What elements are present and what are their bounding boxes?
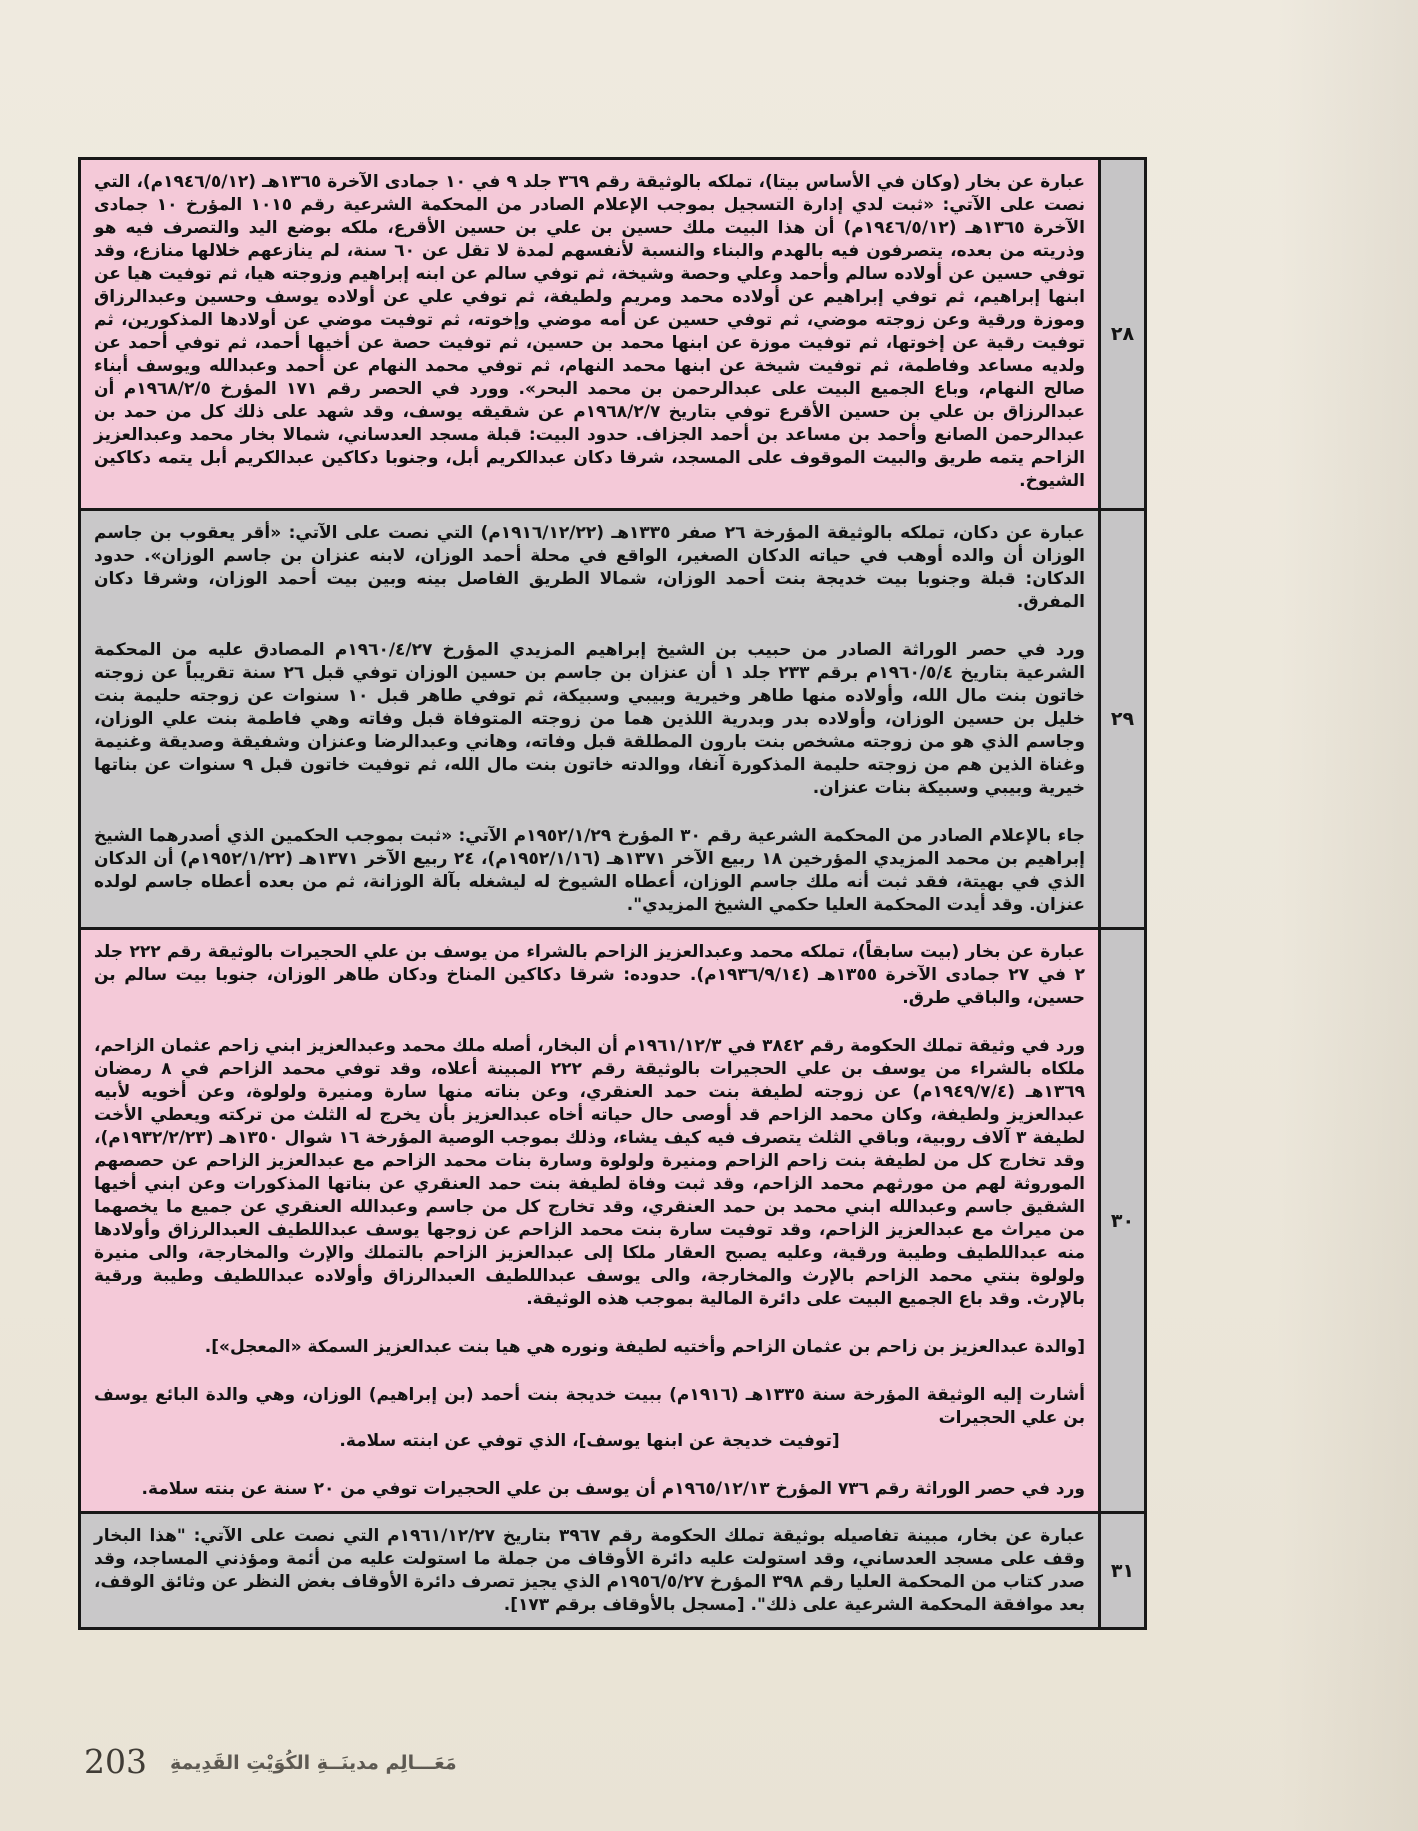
table-row: [81, 508, 1144, 927]
row-paragraph: أشارت إليه الوثيقة المؤرخة سنة ١٣٣٥هـ (١٩١٦م) ببيت خديجة بنت أحمد (بن إبراهيم) الوزان، وهي والدة البائع يوسف بن علي الحجيرات: [94, 1385, 1085, 1428]
row-paragraph: عبارة عن بخار (وكان في الأساس بيتا)، تملكه بالوثيقة رقم ٣٦٩ جلد ٩ في ١٠ جمادى الآخرة ١٣٦٥هـ (١٩٤٦/٥/١٢م)، التي نصت على الآتي: «ثبت لدي إدارة التسجيل بموجب الإعلام الصادر من المحكمة الشرعية رقم ١٠١٥ المؤرخ ١٠ جمادى الآخرة ١٣٦٥هـ (١٩٤٦/٥/١٢م) أن هذا البيت ملك حسين بن علي بن حسين الأقرع، ملكه بوضع اليد والتصرف فيه هو وذريته من بعده، يتصرفون فيه بالهدم والبناء والنسبة لأنفسهم لمدة لا تقل عن ٦٠ سنة، لم ينازعهم خلالها منازع، وقد توفي حسين عن أولاده سالم وأحمد وعلي وحصة وشيخة، ثم توفي سالم عن ابنه إبراهيم وزوجته هيا، ثم توفيت هيا عن ابنها إبراهيم، ثم توفي إبراهيم عن أولاده محمد ومريم ولطيفة، ثم توفي علي عن أولاده يوسف وحسين وعبدالرزاق وموزة ورقية وعن زوجته موضي، ثم توفي حسين عن أمه موضي وإخوته، ثم توفيت موضي عن أولادها المذكورين، ثم توفيت رقية عن إخوتها، ثم توفيت موزة عن ابنها محمد بن حسين، ثم توفيت حصة عن أخيها أحمد، ثم توفي أحمد عن ولديه مساعد وفاطمة، ثم توفيت شيخة عن ابنها محمد النهام، ثم توفي محمد النهام عن أحمد وعبدالله ويوسف أبناء صالح النهام، وباع الجميع البيت على عبدالرحمن بن محمد البحر». وورد في الحصر رقم ١٧١ المؤرخ ١٩٦٨/٢/٥م أن عبدالرزاق بن علي بن حسين الأقرع توفي بتاريخ ١٩٦٨/٢/٧م عن شقيقه يوسف، وقد شهد على ذلك كل من حمد بن عبدالرحمن الصانع وأحمد بن مساعد بن أحمد الجزاف. حدود البيت: قبلة مسجد العدساني، شمالا بخار محمد وعبدالعزيز الزاحم يتمه طريق والبيت الموقوف على المسجد، شرقا دكان عبدالكريم أبل، وجنوبا دكاكين عبدالكريم أبل يتمه دكاكين الشيوخ.: [94, 172, 1086, 491]
row-content: [81, 160, 1098, 508]
row-paragraph: [والدة عبدالعزيز بن زاحم بن عثمان الزاحم وأختيه لطيفة ونوره هي هيا بنت عبدالعزيز السمكة «المعجل»].: [204, 1337, 1085, 1357]
row-content: [81, 1514, 1098, 1627]
table-row: [81, 927, 1144, 1511]
row-paragraph: ورد في حصر الوراثة رقم ٧٣٦ المؤرخ ١٩٦٥/١٢/١٣م أن يوسف بن علي الحجيرات توفي من ٢٠ سنة عن بنته سلامة.: [141, 1479, 1085, 1499]
row-number: ٢٨: [1098, 160, 1144, 508]
row-paragraph: عبارة عن بخار، مبينة تفاصيله بوثيقة تملك الحكومة رقم ٣٩٦٧ بتاريخ ١٩٦١/١٢/٢٧م التي نصت على الآتي: "هذا البخار وقف على مسجد العدساني، وقد استولت عليه دائرة الأوقاف من جملة ما استولت عليه من أئمة ومؤذني المساجد، وقد صدر كتاب من المحكمة العليا رقم ٣٩٨ المؤرخ ١٩٥٦/٥/٢٧م الذي يجيز تصرف دائرة الأوقاف بغض النظر عن وثائق الوقف، بعد موافقة المحكمة الشرعية على ذلك". [مسجل بالأوقاف برقم ١٧٣].: [94, 1526, 1086, 1615]
row-paragraph: ورد في حصر الوراثة الصادر من حبيب بن الشيخ إبراهيم المزيدي المؤرخ ١٩٦٠/٤/٢٧م المصادق عليه من المحكمة الشرعية بتاريخ ١٩٦٠/٥/٤م برقم ٢٣٣ جلد ١ أن عنزان بن جاسم بن حسين الوزان توفي قبل ٢٦ سنة تقريباً عن زوجته خاتون بنت مال الله، وأولاده منها طاهر وخيرية وبيبي وسبيكة، ثم توفي طاهر قبل ١٠ سنوات عن زوجته حليمة بنت خليل بن حسين الوزان، وأولاده بدر وبدرية اللذين هما من زوجته المتوفاة قبل وفاته وهي فاطمة بنت علي الوزان، وجاسم الذي هو من زوجته مشخص بنت بارون المطلقة قبل وفاته، وهاني وعبدالرضا وعنزان وشفيقة وصديقة وغنيمة وغناة الذين هم من زوجته حليمة المذكورة آنفا، ووالدته خاتون بنت مال الله، ثم توفيت خاتون قبل ٩ سنوات عن بناتها خيرية وبيبي وسبيكة بنات عنزان.: [94, 640, 1086, 798]
page-number: 203: [84, 1742, 147, 1781]
row-paragraph: ورد في وثيقة تملك الحكومة رقم ٣٨٤٢ في ١٩٦١/١٢/٣م أن البخار، أصله ملك محمد وعبدالعزيز ابني زاحم عثمان الزاحم، ملكاه بالشراء من يوسف بن علي الحجيرات بالوثيقة رقم ٢٢٢ المبينة أعلاه، وقد توفي محمد الزاحم في ٨ رمضان ١٣٦٩هـ (١٩٤٩/٧/٤م) عن زوجته لطيفة بنت حمد العنقري، وعن بناته منها سارة ومنيرة ولولوة، وعن أخويه لأبيه عبدالعزيز ولطيفة، وكان محمد الزاحم قد أوصى حال حياته أخاه عبدالعزيز بأن يخرج له الثلث من تركته ويعطي الأخت لطيفة ٣ آلاف روبية، وباقي الثلث يتصرف فيه كيف يشاء، وذلك بموجب الوصية المؤرخة ١٦ شوال ١٣٥٠هـ (١٩٣٢/٢/٢٣م)، وقد تخارج كل من لطيفة بنت زاحم الزاحم ومنيرة ولولوة وسارة بنات محمد الزاحم مع عبدالعزيز الزاحم عن حصصهم الموروثة لهم من مورثهم محمد الزاحم، وقد ثبت وفاة لطيفة بنت حمد العنقري عن بناتها المذكورات وعن ابني أخيها الشقيق جاسم وعبدالله ابني محمد بن حمد العنقري، وقد تخارج كل من جاسم وعبدالله العنقري عن جميع ما يخصهما من ميراث مع عبدالعزيز الزاحم، وقد توفيت سارة بنت محمد الزاحم عن زوجها يوسف عبداللطيف العبدالرزاق وأولادها منه عبداللطيف وطيبة ورقية، وعليه يصبح العقار ملكا إلى عبدالعزيز الزاحم بالتملك والإرث والمخارجة، والى منيرة ولولوة بنتي محمد الزاحم بالإرث والمخارجة، والى يوسف عبداللطيف العبدالرزاق وأولاده عبداللطيف وطيبة ورقية بالإرث. وقد باع الجميع البيت على دائرة المالية بموجب هذه الوثيقة.: [94, 1036, 1086, 1309]
row-paragraph: عبارة عن بخار (بيت سابقاً)، تملكه محمد وعبدالعزيز الزاحم بالشراء من يوسف بن علي الحجيرات بالوثيقة رقم ٢٢٢ جلد ٢ في ٢٧ جمادى الآخرة ١٣٥٥هـ (١٩٣٦/٩/١٤م). حدوده: شرقا دكاكين المناخ ودكان طاهر الوزان، جنوبا بيت سالم بن حسين، والباقي طرق.: [94, 942, 1085, 1008]
table-row: [81, 1511, 1144, 1627]
row-paragraph: جاء بالإعلام الصادر من المحكمة الشرعية رقم ٣٠ المؤرخ ١٩٥٢/١/٢٩م الآتي: «ثبت بموجب الحكمين الذي أصدرهما الشيخ إبراهيم بن محمد المزيدي المؤرخين ١٨ ربيع الآخر ١٣٧١هـ (١٩٥٢/١/١٦م)، ٢٤ ربيع الآخر ١٣٧١هـ (١٩٥٢/١/٢٢م) أن الدكان الذي في بهيتة، فقد ثبت أنه ملك جاسم الوزان، أعطاه الشيوخ له ليشغله بآلة الوزانة، ثم من بعده أعطاه جاسم لولده عنزان. وقد أيدت المحكمة العليا حكمي الشيخ المزيدي".: [94, 826, 1085, 915]
row-content: [81, 930, 1098, 1511]
row-number: ٢٩: [1098, 511, 1144, 927]
row-paragraph: [توفيت خديجة عن ابنها يوسف]، الذي توفي عن ابنته سلامة.: [339, 1431, 840, 1451]
table-row: [81, 160, 1144, 508]
row-number: ٣٠: [1098, 930, 1144, 1511]
row-paragraph: عبارة عن دكان، تملكه بالوثيقة المؤرخة ٢٦ صفر ١٣٣٥هـ (١٩١٦/١٢/٢٢م) التي نصت على الآتي: «أقر يعقوب بن جاسم الوزان أن والده أوهب في حياته الدكان الصغير، الواقع في محلة أحمد الوزان، لابنه عنزان بن جاسم الوزان». حدود الدكان: قبلة وجنوبا بيت خديجة بنت أحمد الوزان، شمالا الطريق الفاصل بينه وبين بيت أحمد الوزان، وشرقا دكان المفرق.: [94, 523, 1085, 612]
row-content: [81, 511, 1098, 927]
row-number: ٣١: [1098, 1514, 1144, 1627]
landmarks-table: [78, 157, 1147, 1630]
book-title: مَعَـــالِم مدينَــةِ الكُوَيْتِ القَدِيمةِ: [170, 1752, 457, 1774]
